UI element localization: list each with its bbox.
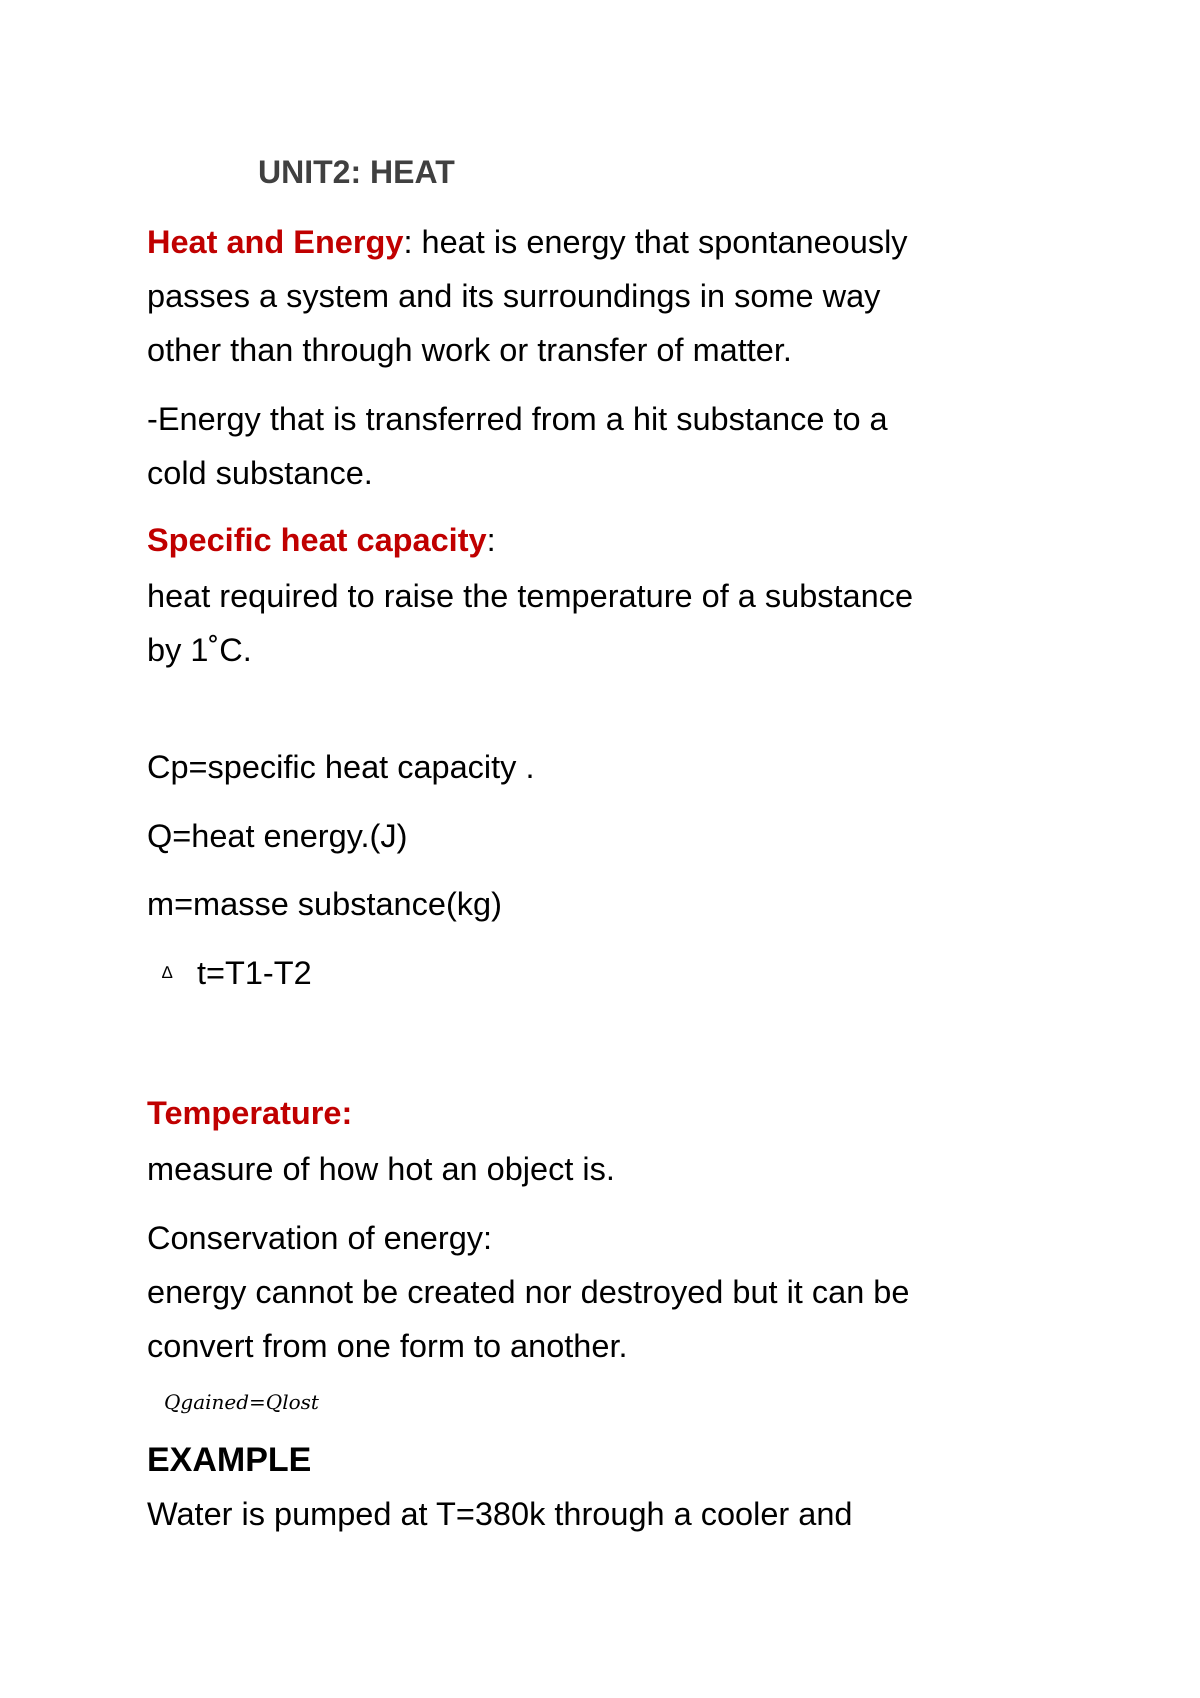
specific-heat-definition-1: heat required to raise the temperature of a substance — [147, 578, 914, 614]
variable-m: m=masse substance(kg) — [147, 886, 502, 922]
temperature-term: Temperature: — [147, 1095, 353, 1131]
specific-heat-definition-2: by 1˚C. — [147, 632, 252, 668]
conservation-definition-2: convert from one form to another. — [147, 1328, 628, 1364]
temperature-definition: measure of how hot an object is. — [147, 1151, 615, 1187]
delta-t-formula: t=T1-T2 — [197, 955, 312, 991]
heat-energy-extra-1: -Energy that is transferred from a hit substance to a — [147, 401, 888, 437]
specific-heat-term: Specific heat capacity — [147, 522, 487, 558]
heat-energy-colon: : — [403, 224, 413, 260]
heat-energy-extra-2: cold substance. — [147, 455, 373, 491]
delta-icon: ∆ — [162, 963, 173, 982]
heat-energy-line-1 — [147, 222, 908, 262]
variable-q: Q=heat energy.(J) — [147, 818, 408, 854]
example-text: Water is pumped at T=380k through a cooler and — [147, 1496, 853, 1532]
heat-energy-term: Heat and Energy — [147, 224, 404, 260]
specific-heat-colon: : — [486, 522, 496, 558]
variable-cp: Cp=specific heat capacity . — [147, 749, 535, 785]
specific-heat-heading — [147, 520, 496, 560]
heat-energy-definition-1: heat is energy that spontaneously — [412, 224, 908, 260]
heat-energy-definition-2: passes a system and its surroundings in some way — [147, 278, 881, 314]
conservation-heading: Conservation of energy: — [147, 1220, 493, 1256]
page-title: UNIT2: HEAT — [258, 154, 455, 190]
heat-energy-definition-3: other than through work or transfer of matter. — [147, 332, 792, 368]
example-heading: EXAMPLE — [147, 1441, 312, 1479]
conservation-definition-1: energy cannot be created nor destroyed but it can be — [147, 1274, 910, 1310]
conservation-formula: Qgained=Qlost — [164, 1390, 319, 1414]
